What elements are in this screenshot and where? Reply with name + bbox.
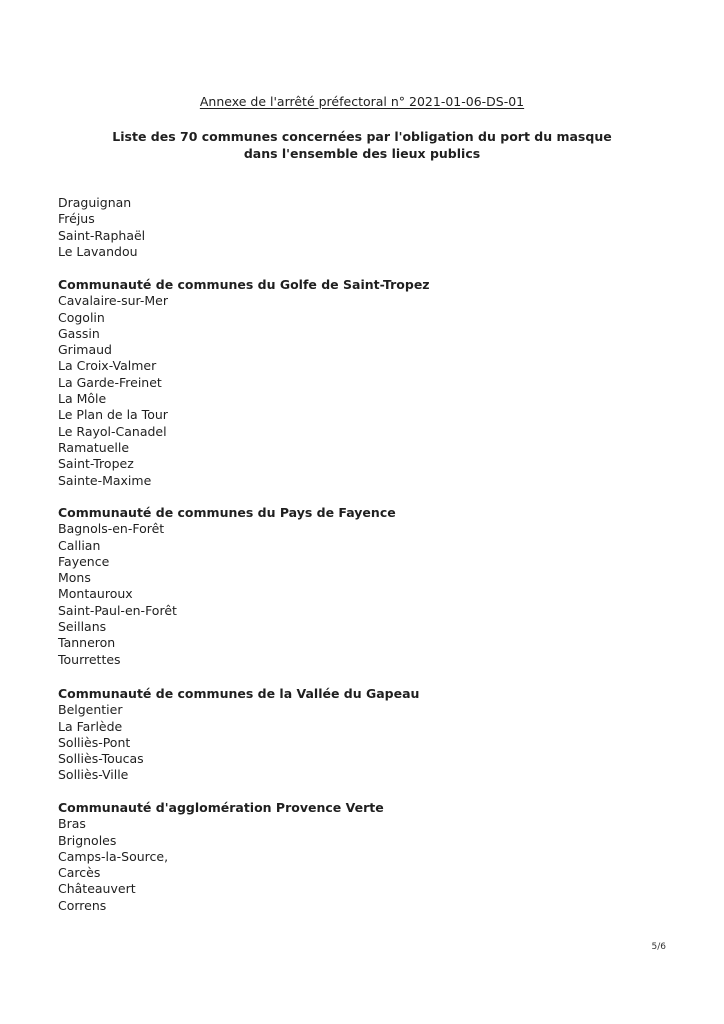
commune-group-pays-de-fayence: [58, 505, 396, 668]
commune-group-golfe-saint-tropez: [58, 277, 430, 489]
page-number: 5/6: [651, 942, 666, 952]
commune-name: La Garde-Freinet: [58, 374, 162, 390]
commune-name: Le Lavandou: [58, 243, 138, 259]
commune-name: Seillans: [58, 619, 107, 635]
commune-name: Saint-Paul-en-Forêt: [58, 602, 177, 618]
group-heading: Communauté de communes de la Vallée du Gapeau: [58, 686, 420, 701]
group-heading: Communauté de communes du Golfe de Saint-Tropez: [58, 277, 430, 292]
commune-name: Correns: [58, 897, 107, 913]
subtitle-line-2: dans l'ensemble des lieux publics: [243, 146, 481, 161]
document-title: Annexe de l'arrêté préfectoral n° 2021-01-06-DS-01: [199, 94, 525, 109]
commune-name: Fayence: [58, 553, 110, 569]
commune-name: Bagnols-en-Forêt: [58, 521, 165, 537]
commune-name: Carcès: [58, 865, 101, 881]
commune-name: La Croix-Valmer: [58, 358, 157, 374]
commune-name: Tourrettes: [58, 651, 121, 667]
commune-name: La Farlède: [58, 718, 123, 734]
group-heading: Communauté d'agglomération Provence Verte: [58, 800, 384, 815]
group-heading: Communauté de communes du Pays de Fayence: [58, 505, 396, 520]
commune-group-independent: [58, 195, 145, 260]
commune-name: Saint-Raphaël: [58, 227, 146, 243]
commune-name: Solliès-Toucas: [58, 751, 144, 767]
commune-name: Saint-Tropez: [58, 456, 134, 472]
commune-name: Callian: [58, 537, 101, 553]
commune-name: Sainte-Maxime: [58, 472, 152, 488]
commune-group-provence-verte: [58, 800, 384, 914]
commune-name: Le Plan de la Tour: [58, 407, 168, 423]
commune-name: Montauroux: [58, 586, 133, 602]
commune-name: Mons: [58, 570, 91, 586]
commune-name: Cavalaire-sur-Mer: [58, 293, 169, 309]
commune-group-vallee-du-gapeau: [58, 686, 419, 784]
commune-name: Bras: [58, 816, 86, 832]
subtitle-line-1: Liste des 70 communes concernées par l'obligation du port du masque: [112, 129, 612, 144]
commune-name: Cogolin: [58, 309, 105, 325]
commune-name: Ramatuelle: [58, 439, 130, 455]
commune-name: Solliès-Pont: [58, 734, 131, 750]
commune-name: Gassin: [58, 325, 100, 341]
commune-name: Châteauvert: [58, 881, 136, 897]
commune-name: Le Rayol-Canadel: [58, 423, 167, 439]
commune-name: Camps-la-Source,: [58, 848, 169, 864]
commune-name: Tanneron: [58, 635, 116, 651]
commune-name: Draguignan: [58, 195, 132, 210]
commune-name: La Môle: [58, 391, 107, 407]
commune-name: Belgentier: [58, 702, 123, 718]
document-subtitle: [0, 128, 724, 162]
commune-name: Solliès-Ville: [58, 767, 129, 783]
commune-name: Brignoles: [58, 832, 117, 848]
commune-name: Grimaud: [58, 342, 112, 358]
commune-name: Fréjus: [58, 211, 95, 227]
